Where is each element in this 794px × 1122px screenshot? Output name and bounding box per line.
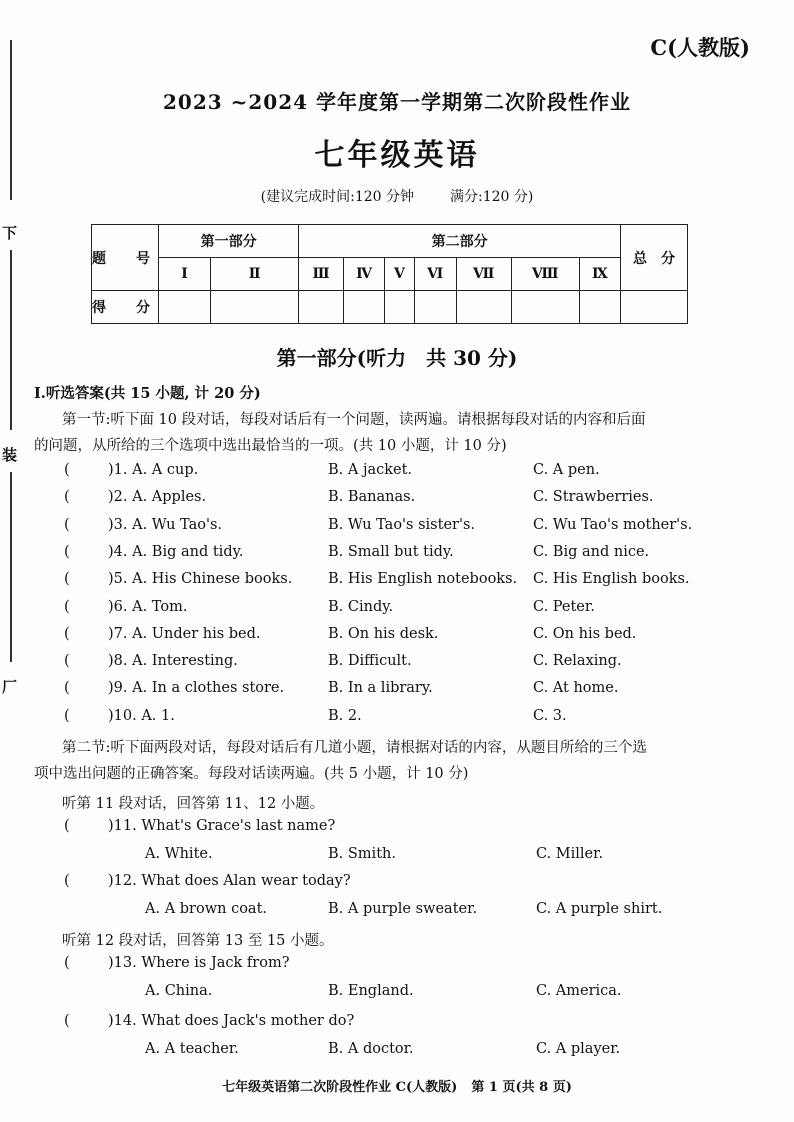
col-roman: Ⅷ xyxy=(511,258,579,291)
question-stem: )7. A. Under his bed. xyxy=(108,625,261,642)
option-b: B. Cindy. xyxy=(328,598,394,615)
dialog12-note: 听第 12 段对话，回答第 13 至 15 小题。 xyxy=(62,933,334,949)
binding-line-lower xyxy=(10,472,12,662)
question-stem: )2. A. Apples. xyxy=(108,489,207,506)
section2-instruction-line1: 第二节:听下面两段对话，每段对话后有几道小题，请根据对话的内容，从题目所给的三个选 xyxy=(62,740,647,756)
time-note: (建议完成时间:120 分钟 xyxy=(260,189,414,205)
option-b: B. His English notebooks. xyxy=(328,571,518,588)
answer-paren: ( xyxy=(64,818,70,834)
score-note: 满分:120 分) xyxy=(450,189,534,205)
exam-title: 2023 ~2024 学年度第一学期第二次阶段性作业 xyxy=(162,90,631,114)
row-label-score: 得 分 xyxy=(92,291,159,324)
question-stem: )12. What does Alan wear today? xyxy=(108,873,351,889)
answer-paren: ( xyxy=(64,1013,70,1029)
option-b: B. Difficult. xyxy=(328,653,412,670)
option-a: A. A teacher. xyxy=(145,1041,239,1057)
option-a: A. A brown coat. xyxy=(145,901,268,917)
option-a: A. White. xyxy=(145,846,213,862)
question-stem: )10. A. 1. xyxy=(108,707,175,724)
option-b: B. On his desk. xyxy=(328,625,439,642)
binding-mark-corner: 厂 xyxy=(2,678,18,696)
total-header: 总 分 xyxy=(621,225,688,291)
answer-paren: ( xyxy=(64,653,70,670)
section2-instruction-line2: 项中选出问题的正确答案。每段对话读两遍。(共 5 小题，计 10 分) xyxy=(34,766,469,782)
score-cell xyxy=(621,291,688,324)
question-stem: )4. A. Big and tidy. xyxy=(108,543,244,560)
row-label-question-no: 题 号 xyxy=(92,225,159,291)
score-cell xyxy=(511,291,579,324)
score-table xyxy=(91,224,688,324)
score-cell xyxy=(579,291,620,324)
answer-paren: ( xyxy=(64,598,70,615)
option-b: B. A jacket. xyxy=(328,462,413,478)
exam-info xyxy=(0,186,794,206)
option-b: B. A doctor. xyxy=(328,1041,414,1057)
option-c: C. 3. xyxy=(533,707,567,724)
option-c: C. On his bed. xyxy=(533,625,637,642)
part1-header: 第一部分 xyxy=(159,225,299,258)
option-c: C. A pen. xyxy=(533,462,600,478)
answer-paren: ( xyxy=(64,873,70,889)
question-stem: )6. A. Tom. xyxy=(108,598,188,615)
section1-instruction-line1: 第一节:听下面 10 段对话，每段对话后有一个问题，读两遍。请根据每段对话的内容和后面 xyxy=(62,412,646,428)
edition-label: C(人教版) xyxy=(650,35,750,60)
option-c: C. His English books. xyxy=(533,571,690,588)
answer-paren: ( xyxy=(64,571,70,588)
score-cell xyxy=(159,291,211,324)
part1-title: 第一部分(听力 共 30 分) xyxy=(276,346,518,370)
option-b: B. 2. xyxy=(328,707,362,724)
answer-paren: ( xyxy=(64,680,70,697)
answer-paren: ( xyxy=(64,625,70,642)
option-b: B. England. xyxy=(328,983,414,999)
answer-paren: ( xyxy=(64,707,70,724)
section1-heading: Ⅰ.听选答案(共 15 小题, 计 20 分) xyxy=(34,385,261,402)
option-b: B. Wu Tao's sister's. xyxy=(328,516,475,533)
option-c: C. Relaxing. xyxy=(533,653,622,670)
binding-line-top xyxy=(10,40,12,200)
answer-paren: ( xyxy=(64,516,70,533)
question-stem: )11. What's Grace's last name? xyxy=(108,818,336,834)
question-stem: )14. What does Jack's mother do? xyxy=(108,1013,355,1029)
option-b: B. Bananas. xyxy=(328,489,416,506)
col-roman: Ⅰ xyxy=(159,258,211,291)
page-footer xyxy=(0,1076,794,1095)
score-cell xyxy=(414,291,456,324)
question-stem: )1. A. A cup. xyxy=(108,462,199,478)
subject-title: 七年级英语 xyxy=(314,138,480,173)
option-c: C. Peter. xyxy=(533,598,595,615)
answer-paren: ( xyxy=(64,489,70,506)
score-cell xyxy=(299,291,343,324)
option-c: C. Big and nice. xyxy=(533,543,650,560)
option-b: B. Small but tidy. xyxy=(328,543,454,560)
col-roman: Ⅵ xyxy=(414,258,456,291)
option-c: C. Strawberries. xyxy=(533,489,654,506)
option-c: C. Miller. xyxy=(536,846,604,862)
score-cell xyxy=(343,291,385,324)
col-roman: Ⅶ xyxy=(456,258,511,291)
footer-doc-name: 七年级英语第二次阶段性作业 C(人教版) xyxy=(222,1080,458,1095)
option-a: A. China. xyxy=(145,983,213,999)
question-stem: )8. A. Interesting. xyxy=(108,653,238,670)
score-cell xyxy=(456,291,511,324)
option-c: C. At home. xyxy=(533,680,619,697)
option-b: B. Smith. xyxy=(328,846,396,862)
section1-instruction-line2: 的问题，从所给的三个选项中选出最恰当的一项。(共 10 小题，计 10 分) xyxy=(34,438,507,454)
dialog11-note: 听第 11 段对话，回答第 11、12 小题。 xyxy=(62,796,325,812)
score-cell xyxy=(385,291,414,324)
option-b: B. A purple sweater. xyxy=(328,901,478,917)
option-c: C. A purple shirt. xyxy=(536,901,663,917)
col-roman: Ⅳ xyxy=(343,258,385,291)
question-stem: )9. A. In a clothes store. xyxy=(108,680,285,697)
score-cell xyxy=(211,291,299,324)
binding-line-mid xyxy=(10,250,12,430)
answer-paren: ( xyxy=(64,543,70,560)
option-c: C. Wu Tao's mother's. xyxy=(533,516,693,533)
col-roman: Ⅴ xyxy=(385,258,414,291)
col-roman: Ⅸ xyxy=(579,258,620,291)
option-c: C. America. xyxy=(536,983,622,999)
binding-mark-xia: 下 xyxy=(2,224,18,242)
answer-paren: ( xyxy=(64,955,70,971)
part2-header: 第二部分 xyxy=(299,225,621,258)
footer-page-number: 第 1 页(共 8 页) xyxy=(471,1080,572,1095)
option-c: C. A player. xyxy=(536,1041,621,1057)
question-stem: )3. A. Wu Tao's. xyxy=(108,516,223,533)
question-stem: )13. Where is Jack from? xyxy=(108,955,290,971)
col-roman: Ⅲ xyxy=(299,258,343,291)
answer-paren: ( xyxy=(64,462,70,478)
col-roman: Ⅱ xyxy=(211,258,299,291)
question-stem: )5. A. His Chinese books. xyxy=(108,571,293,588)
option-b: B. In a library. xyxy=(328,680,433,697)
binding-mark-zhuang: 装 xyxy=(2,446,18,464)
